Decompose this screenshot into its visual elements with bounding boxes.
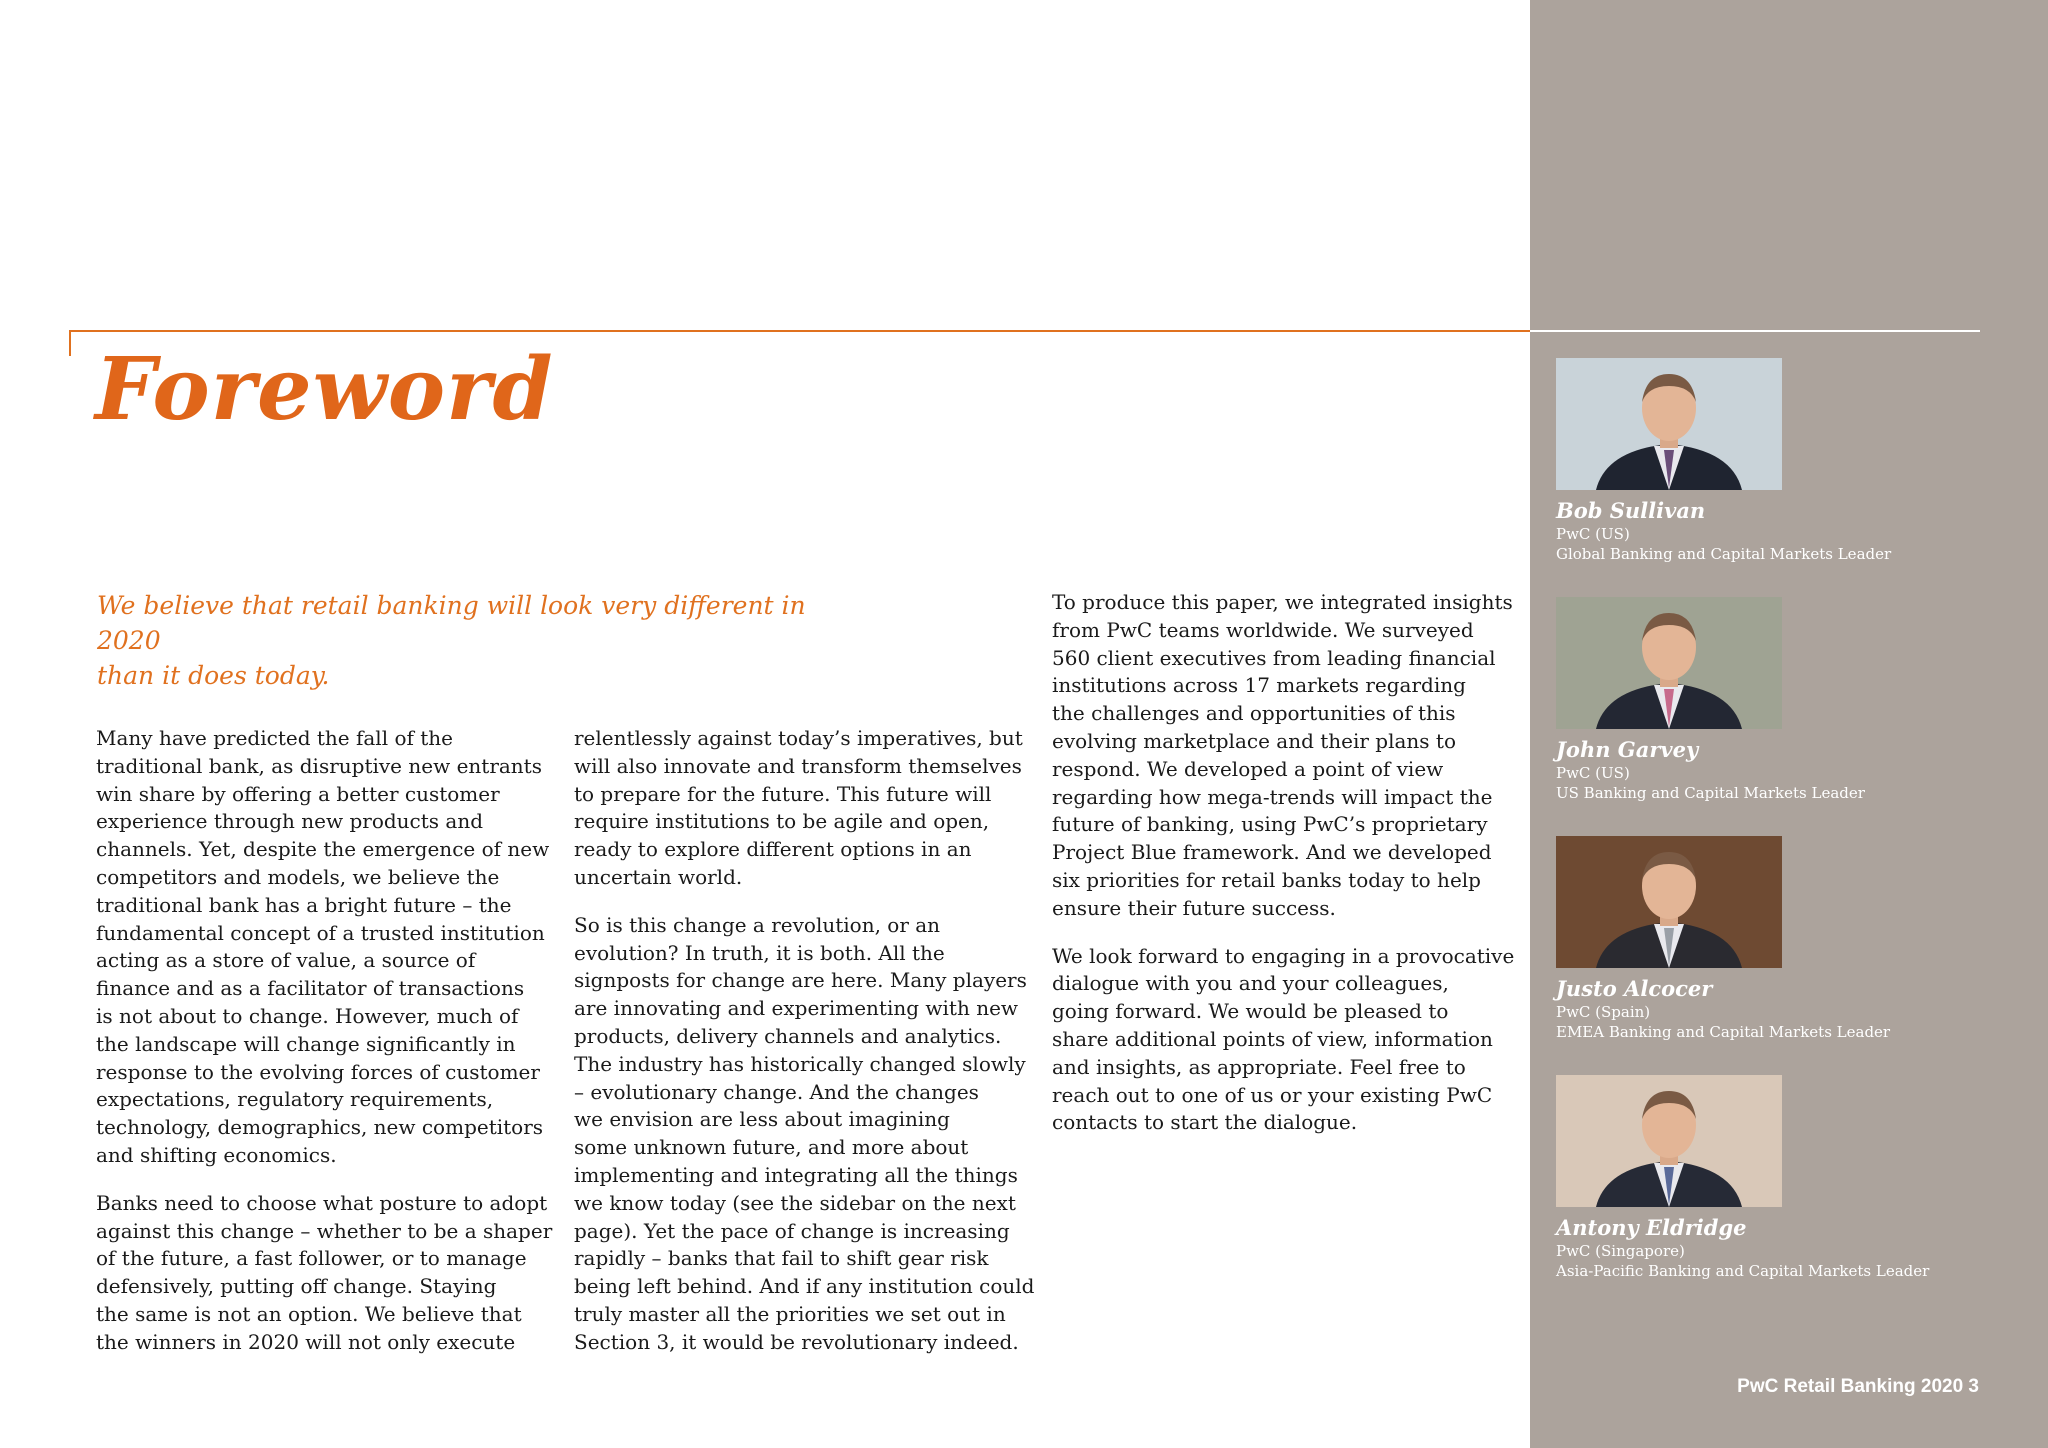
text-line: So is this change a revolution, or an	[574, 912, 941, 937]
text-line: finance and as a facilitator of transactions	[96, 976, 525, 1001]
text-line: win share by offering a better customer	[96, 781, 500, 806]
person-name: Justo Alcocer	[1556, 976, 1713, 1001]
text-line: contacts to start the dialogue.	[1052, 1110, 1358, 1135]
text-line: acting as a store of value, a source of	[96, 948, 476, 973]
text-line: products, delivery channels and analytics.	[574, 1023, 1002, 1048]
text-line: relentlessly against today’s imperatives, but	[574, 726, 1023, 750]
person-name: Bob Sullivan	[1556, 498, 1706, 523]
person-card-justo-alcocer	[1556, 836, 2026, 1042]
column-1-paragraph-2	[96, 1190, 552, 1357]
orange-rule-tick	[69, 330, 71, 356]
text-line: the same is not an option. We believe that	[96, 1301, 522, 1326]
text-line: some unknown future, and more about	[574, 1135, 969, 1160]
text-line: – evolutionary change. And the changes	[574, 1079, 979, 1104]
person-name: Antony Eldridge	[1556, 1215, 1747, 1240]
lead-line-2: than it does today.	[97, 661, 330, 690]
person-org: PwC (Singapore)	[1556, 1242, 1685, 1260]
portrait-image	[1556, 597, 1782, 729]
text-line: Many have predicted the fall of the	[96, 726, 454, 750]
page-footer: PwC Retail Banking 2020 3	[1737, 1376, 1979, 1397]
text-line: going forward. We would be pleased to	[1052, 999, 1449, 1024]
text-line: signposts for change are here. Many players	[574, 968, 1027, 993]
person-org: PwC (US)	[1556, 764, 1630, 782]
text-line: from PwC teams worldwide. We surveyed	[1052, 617, 1474, 642]
lead-line-1: We believe that retail banking will look very different in 2020	[97, 591, 806, 655]
text-line: reach out to one of us or your existing PwC	[1052, 1082, 1493, 1107]
portrait-image	[1556, 358, 1782, 490]
column-3-paragraph-1	[1052, 589, 1514, 923]
text-line: six priorities for retail banks today to help	[1052, 867, 1481, 892]
text-line: traditional bank has a bright future – the	[96, 892, 512, 917]
text-line: The industry has historically changed slowly	[574, 1051, 1026, 1076]
text-line: against this change – whether to be a shaper	[96, 1218, 553, 1243]
text-line: To produce this paper, we integrated insights	[1052, 590, 1513, 614]
sidebar-rule	[1530, 330, 1980, 332]
text-line: to prepare for the future. This future will	[574, 781, 992, 806]
text-line: the challenges and opportunities of this	[1052, 701, 1456, 726]
text-line: being left behind. And if any institution could	[574, 1274, 1035, 1299]
text-line: require institutions to be agile and open,	[574, 809, 990, 834]
text-line: competitors and models, we believe the	[96, 864, 500, 889]
text-line: response to the evolving forces of customer	[96, 1059, 540, 1084]
text-line: ensure their future success.	[1052, 895, 1336, 920]
text-line: page). Yet the pace of change is increasing	[574, 1218, 1010, 1243]
person-card-antony-eldridge	[1556, 1075, 2026, 1281]
text-line: Banks need to choose what posture to adopt	[96, 1190, 548, 1215]
person-role: Asia-Pacific Banking and Capital Markets Leader	[1556, 1262, 1930, 1280]
text-line: truly master all the priorities we set out in	[574, 1301, 1006, 1326]
portrait-photo	[1556, 836, 1782, 968]
person-card-bob-sullivan	[1556, 358, 2026, 564]
person-org: PwC (US)	[1556, 525, 1630, 543]
text-line: is not about to change. However, much of	[96, 1003, 519, 1028]
text-line: defensively, putting off change. Staying	[96, 1274, 497, 1299]
text-line: We look forward to engaging in a provocative	[1052, 943, 1515, 968]
text-line: are innovating and experimenting with new	[574, 996, 1019, 1021]
person-role: US Banking and Capital Markets Leader	[1556, 784, 1865, 802]
text-line: we know today (see the sidebar on the next	[574, 1190, 1016, 1215]
portrait-photo	[1556, 597, 1782, 729]
text-line: uncertain world.	[574, 864, 743, 889]
text-line: expectations, regulatory requirements,	[96, 1087, 494, 1112]
portrait-photo	[1556, 1075, 1782, 1207]
text-line: of the future, a fast follower, or to manage	[96, 1246, 527, 1271]
column-3-paragraph-2	[1052, 943, 1514, 1138]
text-line: will also innovate and transform themselves	[574, 753, 1022, 778]
text-line: 560 client executives from leading financial	[1052, 645, 1496, 670]
text-line: and shifting economics.	[96, 1142, 337, 1167]
text-line: we envision are less about imagining	[574, 1107, 950, 1132]
text-line: institutions across 17 markets regarding	[1052, 673, 1466, 698]
text-line: channels. Yet, despite the emergence of new	[96, 837, 550, 862]
portrait-photo	[1556, 358, 1782, 490]
orange-rule	[69, 330, 1530, 332]
text-line: future of banking, using PwC’s proprietary	[1052, 812, 1488, 837]
text-column-1	[96, 725, 552, 1377]
text-line: share additional points of view, information	[1052, 1026, 1493, 1051]
portrait-image	[1556, 1075, 1782, 1207]
person-role: Global Banking and Capital Markets Leader	[1556, 545, 1892, 563]
lead-quote	[97, 588, 877, 693]
text-line: Project Blue framework. And we developed	[1052, 840, 1492, 865]
text-column-3	[1052, 589, 1514, 1157]
text-line: respond. We developed a point of view	[1052, 756, 1444, 781]
text-line: ready to explore different options in an	[574, 837, 972, 862]
text-line: dialogue with you and your colleagues,	[1052, 971, 1449, 996]
text-line: experience through new products and	[96, 809, 484, 834]
person-name: John Garvey	[1556, 737, 1699, 762]
text-line: the landscape will change significantly in	[96, 1031, 516, 1056]
text-line: rapidly – banks that fail to shift gear risk	[574, 1246, 989, 1271]
text-line: technology, demographics, new competitors	[96, 1115, 544, 1140]
page-title: Foreword	[95, 339, 554, 440]
person-org: PwC (Spain)	[1556, 1003, 1651, 1021]
person-card-john-garvey	[1556, 597, 2026, 803]
column-1-paragraph-1	[96, 725, 552, 1170]
person-role: EMEA Banking and Capital Markets Leader	[1556, 1023, 1891, 1041]
text-line: traditional bank, as disruptive new entrants	[96, 753, 542, 778]
column-2-paragraph-2	[574, 912, 1034, 1357]
text-column-2	[574, 725, 1034, 1377]
text-line: evolving marketplace and their plans to	[1052, 728, 1457, 753]
text-line: the winners in 2020 will not only execute	[96, 1329, 516, 1354]
text-line: implementing and integrating all the things	[574, 1162, 1018, 1187]
text-line: and insights, as appropriate. Feel free to	[1052, 1054, 1466, 1079]
column-2-paragraph-1	[574, 725, 1034, 892]
text-line: regarding how mega-trends will impact the	[1052, 784, 1493, 809]
portrait-image	[1556, 836, 1782, 968]
text-line: Section 3, it would be revolutionary indeed.	[574, 1329, 1019, 1354]
text-line: fundamental concept of a trusted institution	[96, 920, 545, 945]
text-line: evolution? In truth, it is both. All the	[574, 940, 945, 965]
